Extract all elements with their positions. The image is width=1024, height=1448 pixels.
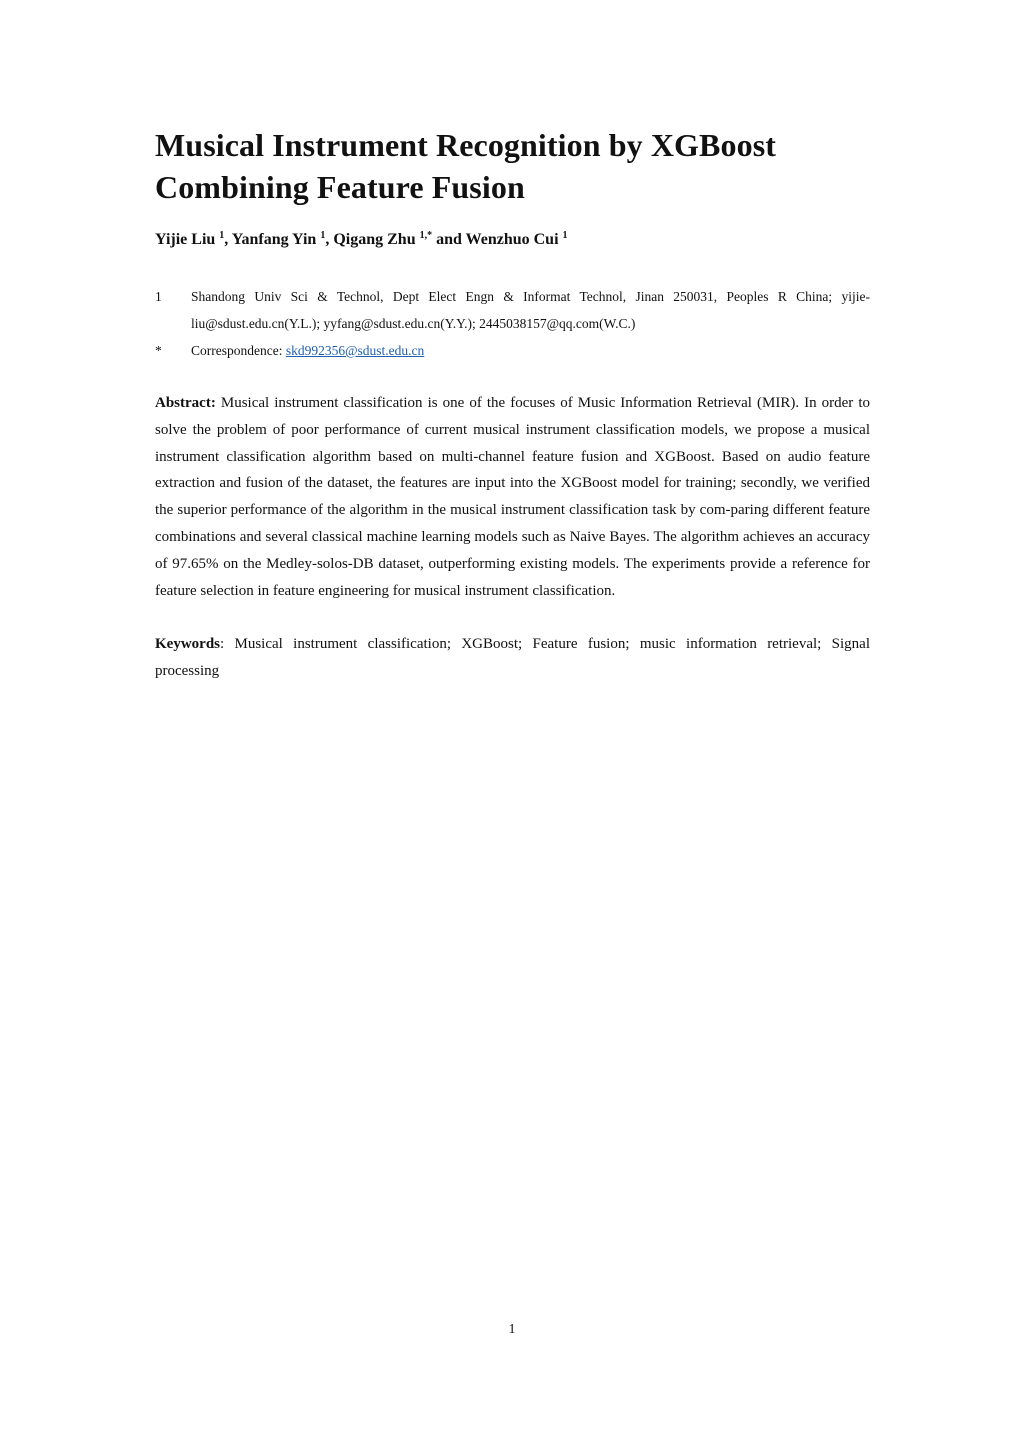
author-affiliation-sup: 1,*: [419, 230, 433, 241]
correspondence-email-link[interactable]: skd992356@sdust.edu.cn: [285, 343, 425, 358]
abstract-label: Abstract:: [155, 395, 216, 411]
author-name: Yanfang Yin: [231, 231, 317, 248]
correspondence: [155, 337, 870, 364]
keywords-text: : Musical instrument classification; XGBoost; Feature fusion; music information retrieval; Signal processing: [155, 636, 870, 679]
author-separator: ,: [224, 231, 232, 248]
affiliation-text: Shandong Univ Sci & Technol, Dept Elect Engn & Informat Technol, Jinan 250031, Peoples R China; yijie-liu@sdust.edu.cn(Y.L.); yyfang@sdust.edu.cn(Y.Y.); 2445038157@qq.com(W.C.): [191, 289, 870, 331]
correspondence-label: Correspondence:: [191, 343, 286, 358]
keywords: [155, 631, 870, 685]
affiliation: [155, 283, 870, 337]
author-name: Wenzhuo Cui: [465, 231, 559, 248]
abstract: [155, 390, 870, 604]
abstract-text: Musical instrument classification is one of the focuses of Music Information Retrieval (MIR). In order to solve the problem of poor performance of current musical instrument classification models, we propose a musical instrument classification algorithm based on multi-channel feature fusion and XGBoost. Based on audio feature extraction and fusion of the dataset, the features are input into the XGBoost model for training; secondly, we verified the superior performance of the algorithm in the musical instrument classification task by com-paring different feature combinations and several classical machine learning models such as Naive Bayes. The algorithm achieves an accuracy of 97.65% on the Medley-solos-DB dataset, outperforming existing models. The experiments provide a reference for feature selection in feature engineering for musical instrument classification.: [155, 395, 870, 599]
author-name: Yijie Liu: [155, 231, 216, 248]
author-name: Qigang Zhu: [333, 231, 416, 248]
author-separator: and: [432, 231, 466, 248]
affiliation-marker: 1: [155, 289, 162, 304]
author-affiliation-sup: 1: [219, 230, 225, 241]
keywords-label: Keywords: [155, 636, 220, 652]
author-affiliation-sup: 1: [320, 230, 326, 241]
author-list: [155, 228, 870, 252]
correspondence-line: [191, 337, 870, 364]
author-affiliation-sup: 1: [562, 230, 568, 241]
correspondence-marker: *: [155, 343, 162, 358]
author-separator: ,: [325, 231, 334, 248]
paper-title: Musical Instrument Recognition by XGBoost Combining Feature Fusion: [155, 127, 777, 205]
page-number: 1: [508, 1322, 516, 1337]
